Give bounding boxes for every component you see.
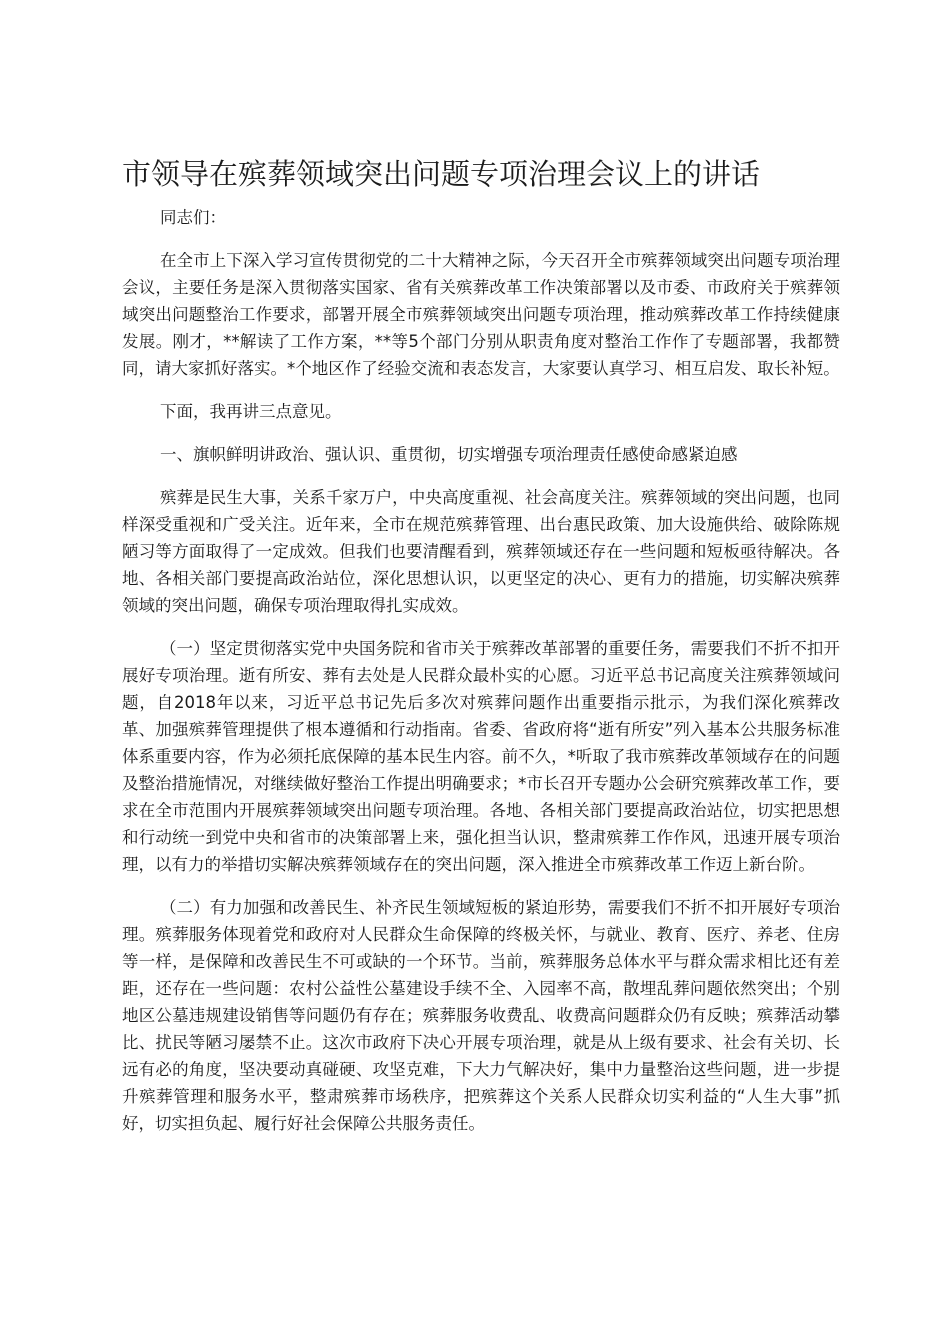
document-body (122, 204, 840, 1153)
document-title: 市领导在殡葬领域突出问题专项治理会议上的讲话 (122, 157, 761, 191)
section-heading-1: 一、旗帜鲜明讲政治、强认识、重贯彻，切实增强专项治理责任感使命感紧迫感 (159, 445, 738, 464)
salutation-paragraph: 同志们： (159, 208, 226, 227)
subsection-1-paragraph: （一）坚定贯彻落实党中央国务院和省市关于殡葬改革部署的重要任务，需要我们不折不扣开展好专项治理。逝有所安、葬有去处是人民群众最朴实的心愿。习近平总书记高度关注殡葬领域问题，自2018年以来，习近平总书记先后多次对殡葬问题作出重要指示批示，为我们深化殡葬改革、加强殡葬管理提供了根本遵循和行动指南。省委、省政府将“逝有所安”列入基本公共服务标准体系重要内容，作为必须托底保障的基本民生内容。前不久，*听取了我市殡葬改革领域存在的问题及整治措施情况，对继续做好整治工作提出明确要求；*市长召开专题办公会研究殡葬改革工作，要求在全市范围内开展殡葬领域突出问题专项治理。各地、各相关部门要提高政治站位，切实把思想和行动统一到党中央和省市的决策部署上来，强化担当认识，整肃殡葬工作作风，迅速开展专项治理，以有力的举措切实解决殡葬领域存在的突出问题，深入推进全市殡葬改革工作迈上新台阶。 (122, 639, 840, 874)
opening-paragraph: 在全市上下深入学习宣传贯彻党的二十大精神之际，今天召开全市殡葬领域突出问题专项治理会议，主要任务是深入贯彻落实国家、省有关殡葬改革工作决策部署以及市委、市政府关于殡葬领域突出问题整治工作要求，部署开展全市殡葬领域突出问题专项治理，推动殡葬改革工作持续健康发展。刚才，**解读了工作方案，**等5个部门分别从职责角度对整治工作作了专题部署，我都赞同，请大家抓好落实。*个地区作了经验交流和表态发言，大家要认真学习、相互启发、取长补短。 (122, 251, 840, 378)
transition-paragraph: 下面，我再讲三点意见。 (159, 402, 342, 421)
subsection-2-paragraph: （二）有力加强和改善民生、补齐民生领域短板的紧迫形势，需要我们不折不扣开展好专项治理。殡葬服务体现着党和政府对人民群众生命保障的终极关怀，与就业、教育、医疗、养老、住房等一样，是保障和改善民生不可或缺的一个环节。当前，殡葬服务总体水平与群众需求相比还有差距，还存在一些问题：农村公益性公墓建设手续不全、入园率不高，散埋乱葬问题依然突出；个别地区公墓违规建设销售等问题仍有存在；殡葬服务收费乱、收费高问题群众仍有反映；殡葬活动攀比、扰民等陋习屡禁不止。这次市政府下决心开展专项治理，就是从上级有要求、社会有关切、长远有必的角度，坚决要动真碰硬、攻坚克难，下大力气解决好，集中力量整治这些问题，进一步提升殡葬管理和服务水平，整肃殡葬市场秩序，把殡葬这个关系人民群众切实利益的“人生大事”抓好，切实担负起、履行好社会保障公共服务责任。 (122, 898, 840, 1133)
section-1-intro-paragraph: 殡葬是民生大事，关系千家万户，中央高度重视、社会高度关注。殡葬领域的突出问题，也同样深受重视和广受关注。近年来，全市在规范殡葬管理、出台惠民政策、加大设施供给、破除陈规陋习等方面取得了一定成效。但我们也要清醒看到，殡葬领域还存在一些问题和短板亟待解决。各地、各相关部门要提高政治站位，深化思想认识，以更坚定的决心、更有力的措施，切实解决殡葬领域的突出问题，确保专项治理取得扎实成效。 (122, 488, 840, 615)
